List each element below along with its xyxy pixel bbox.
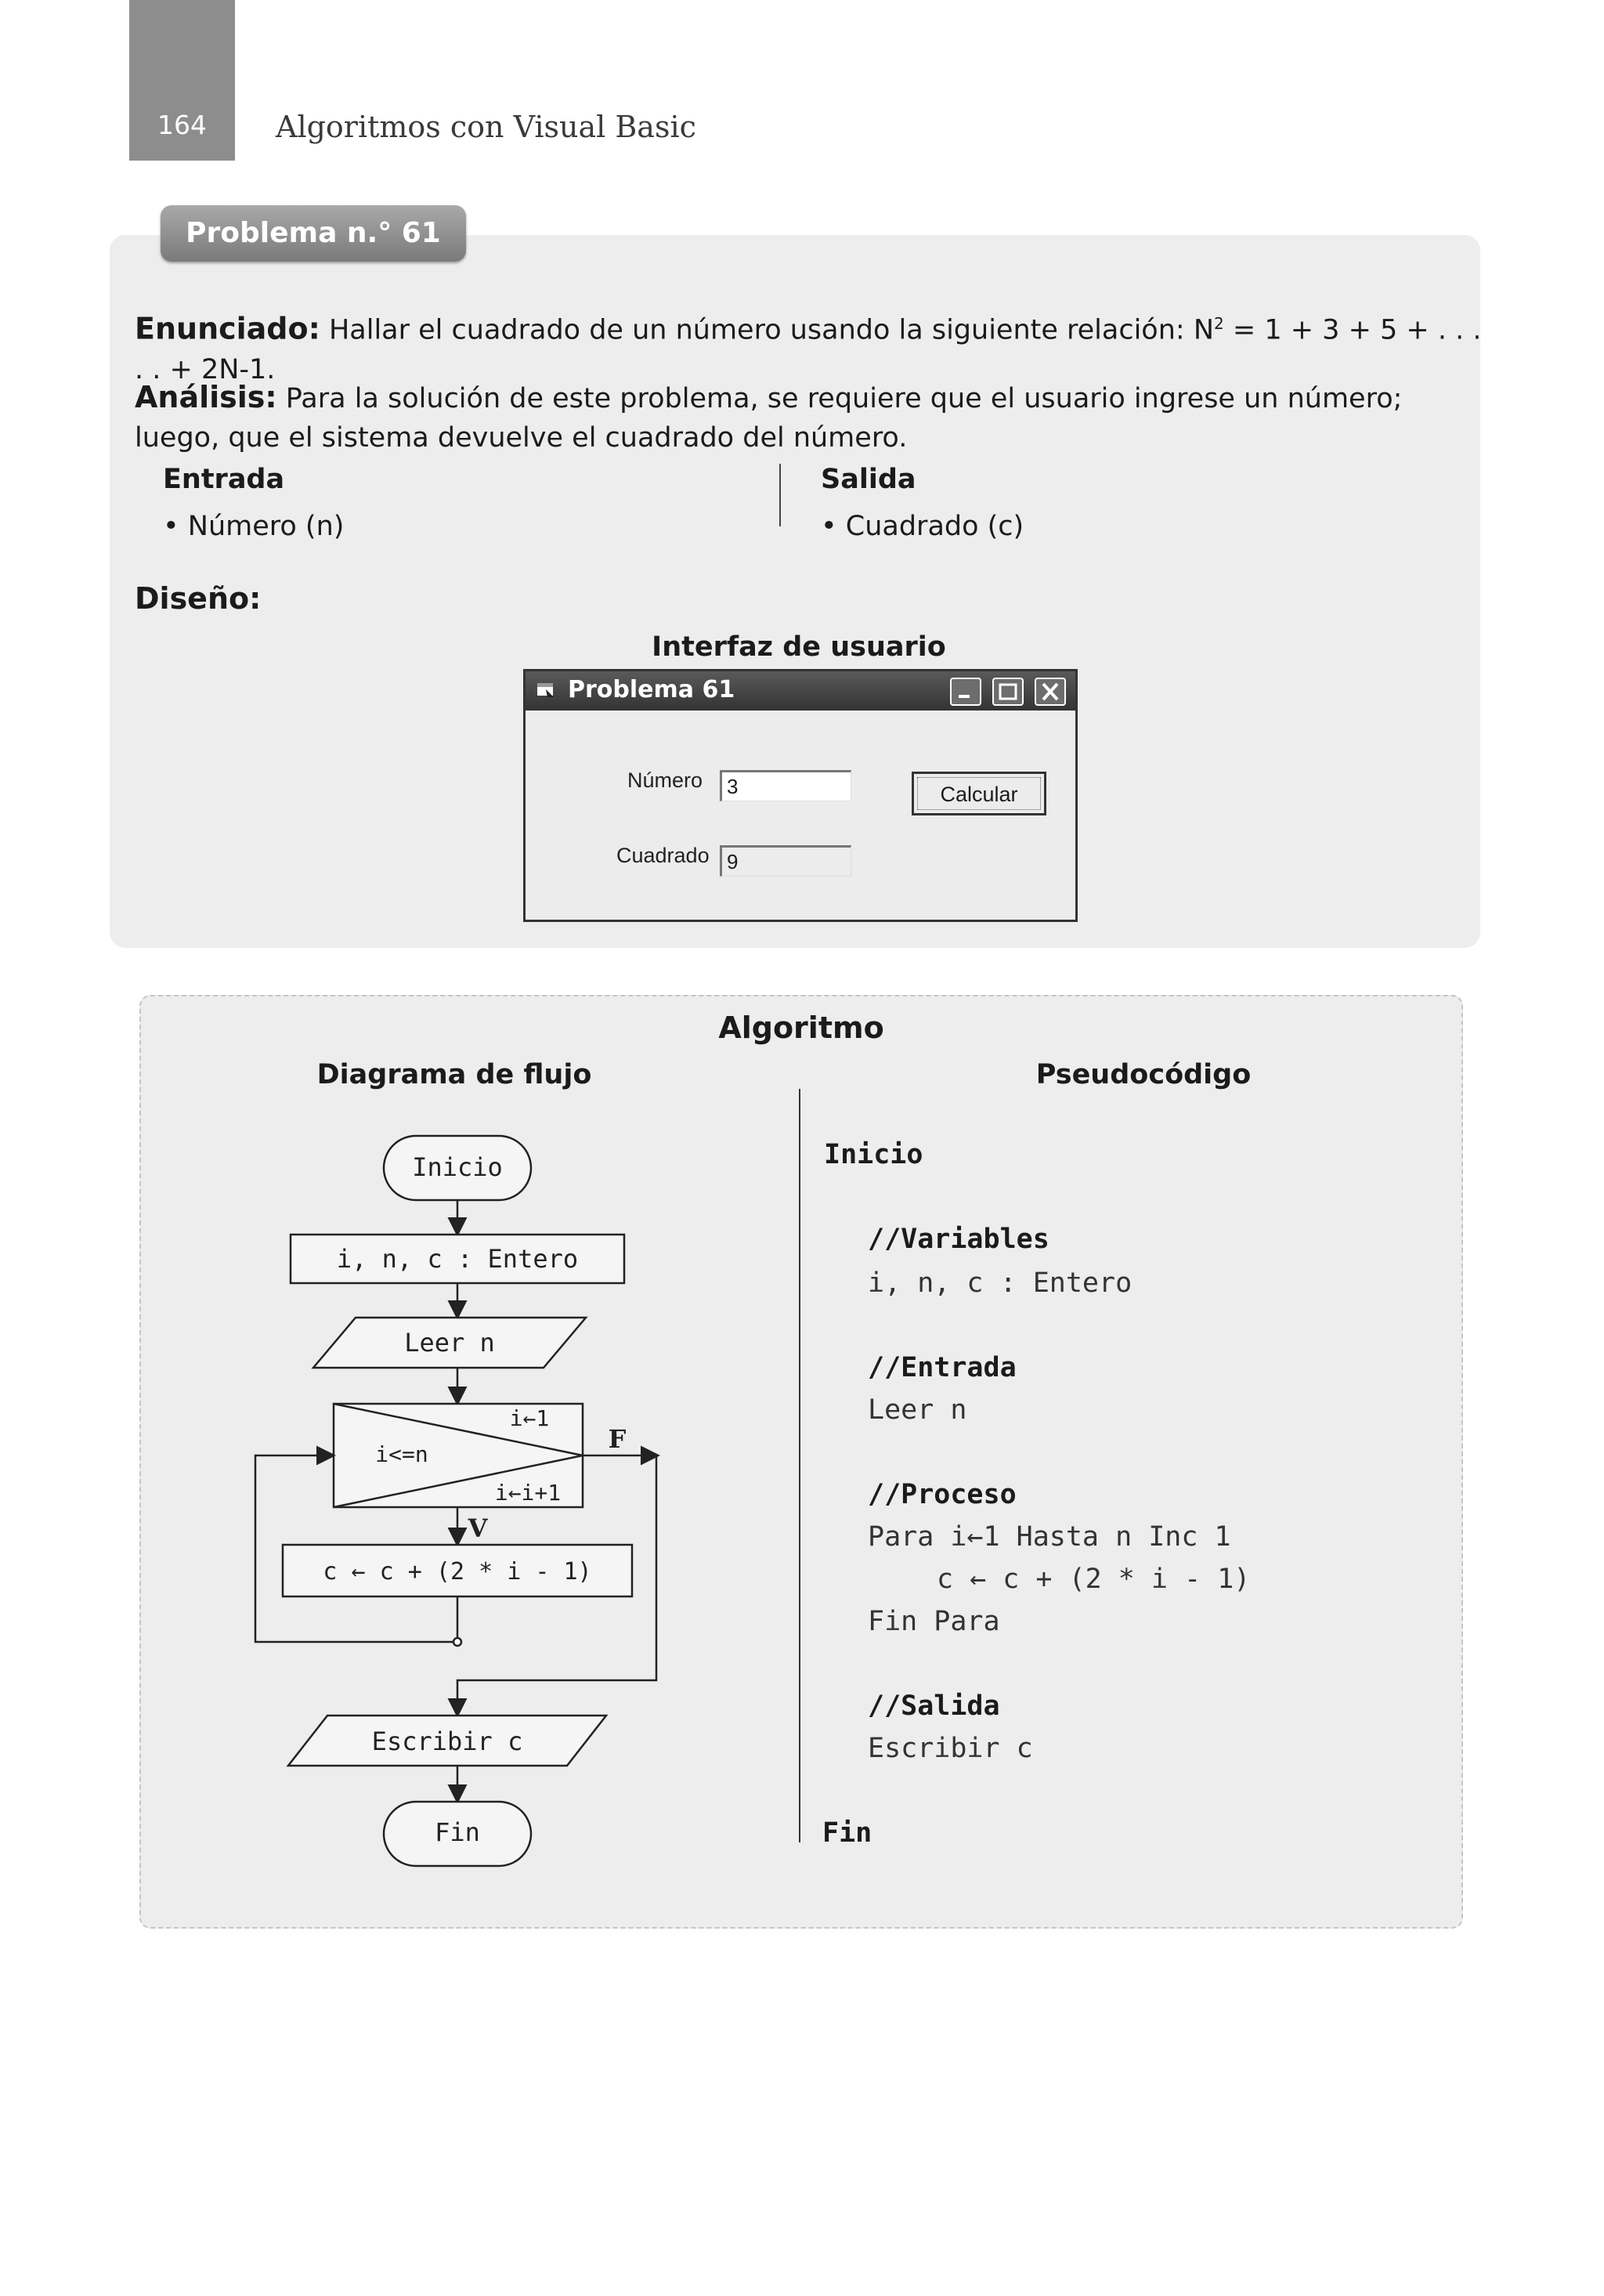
pseudo-assign: c ← c + (2 * i - 1): [937, 1564, 1251, 1595]
analisis-text: Para la solución de este problema, se requiere que el usuario ingrese un número; luego, que el sistema devuelve el cuadrado del número.: [135, 383, 1403, 454]
diseno-title: Diseño:: [135, 581, 262, 616]
page-number: 164: [157, 110, 207, 140]
process-text: c ← c + (2 * i - 1): [323, 1558, 592, 1586]
loop-increment-text: i←i+1: [494, 1480, 562, 1506]
app-window: [523, 669, 1078, 922]
pseudo-salida: Escribir c: [868, 1733, 1033, 1764]
pseudo-para: Para i←1 Hasta n Inc 1: [868, 1521, 1231, 1553]
pseudo-proceso-comment: //Proceso: [868, 1479, 1017, 1510]
pseudo-variables-comment: //Variables: [868, 1224, 1049, 1255]
minimize-icon: [952, 679, 980, 704]
loop-init-text: i←1: [509, 1405, 550, 1431]
io-divider: [779, 464, 781, 526]
cuadrado-label: Cuadrado: [616, 844, 710, 867]
entrada-title: Entrada: [163, 464, 285, 495]
pseudo-variables: i, n, c : Entero: [868, 1267, 1133, 1299]
loop-connector: [453, 1638, 461, 1646]
minimize-button[interactable]: [950, 678, 981, 706]
enunciado-text: Hallar el cuadrado de un número usando la siguiente relación: N: [328, 314, 1215, 346]
true-label: V: [468, 1513, 488, 1543]
analisis-paragraph: [135, 378, 1480, 457]
ui-title: Interfaz de usuario: [652, 631, 946, 663]
enunciado-rest: = 1 + 3 + 5 + . . . . . + 2N-1.: [135, 314, 1482, 385]
analisis-label: Análisis:: [135, 380, 277, 414]
close-button[interactable]: [1035, 678, 1066, 706]
pseudo-fin: Fin: [822, 1817, 872, 1849]
algorithm-divider: [799, 1089, 800, 1842]
loop-condition-text: i<=n: [375, 1441, 428, 1467]
salida-item: • Cuadrado (c): [821, 511, 1024, 542]
numero-input[interactable]: 3: [720, 770, 851, 801]
algorithm-title: Algoritmo: [718, 1011, 884, 1045]
maximize-button[interactable]: [992, 678, 1024, 706]
end-text: Fin: [435, 1817, 480, 1847]
flowchart-title: Diagrama de flujo: [316, 1059, 592, 1090]
declaration-text: i, n, c : Entero: [336, 1244, 579, 1274]
write-text: Escribir c: [371, 1727, 523, 1756]
calcular-button-label: Calcular: [917, 777, 1041, 810]
read-text: Leer n: [404, 1328, 495, 1358]
close-icon: [1036, 679, 1064, 704]
pseudo-entrada: Leer n: [868, 1394, 967, 1426]
pseudocode-title: Pseudocódigo: [1035, 1059, 1252, 1090]
enunciado-label: Enunciado:: [135, 311, 320, 346]
false-label: F: [608, 1424, 627, 1454]
pseudo-inicio: Inicio: [824, 1139, 923, 1170]
start-text: Inicio: [412, 1152, 503, 1182]
calcular-button[interactable]: [912, 772, 1046, 815]
window-titlebar[interactable]: [526, 671, 1075, 710]
form-icon: [536, 682, 555, 698]
flowchart: [139, 1081, 688, 1911]
maximize-icon: [994, 679, 1022, 704]
pseudo-fin-para: Fin Para: [868, 1606, 1000, 1637]
cuadrado-output[interactable]: 9: [720, 845, 851, 877]
window-title: Problema 61: [568, 676, 735, 703]
enunciado-paragraph: [135, 304, 1482, 389]
pseudo-salida-comment: //Salida: [868, 1690, 1000, 1722]
pseudo-entrada-comment: //Entrada: [868, 1352, 1017, 1383]
problem-badge: Problema n.° 61: [161, 205, 466, 262]
numero-label: Número: [627, 768, 703, 792]
enunciado-superscript: 2: [1214, 314, 1224, 333]
book-title: Algoritmos con Visual Basic: [276, 110, 696, 144]
salida-title: Salida: [821, 464, 916, 495]
entrada-item: • Número (n): [163, 511, 345, 542]
